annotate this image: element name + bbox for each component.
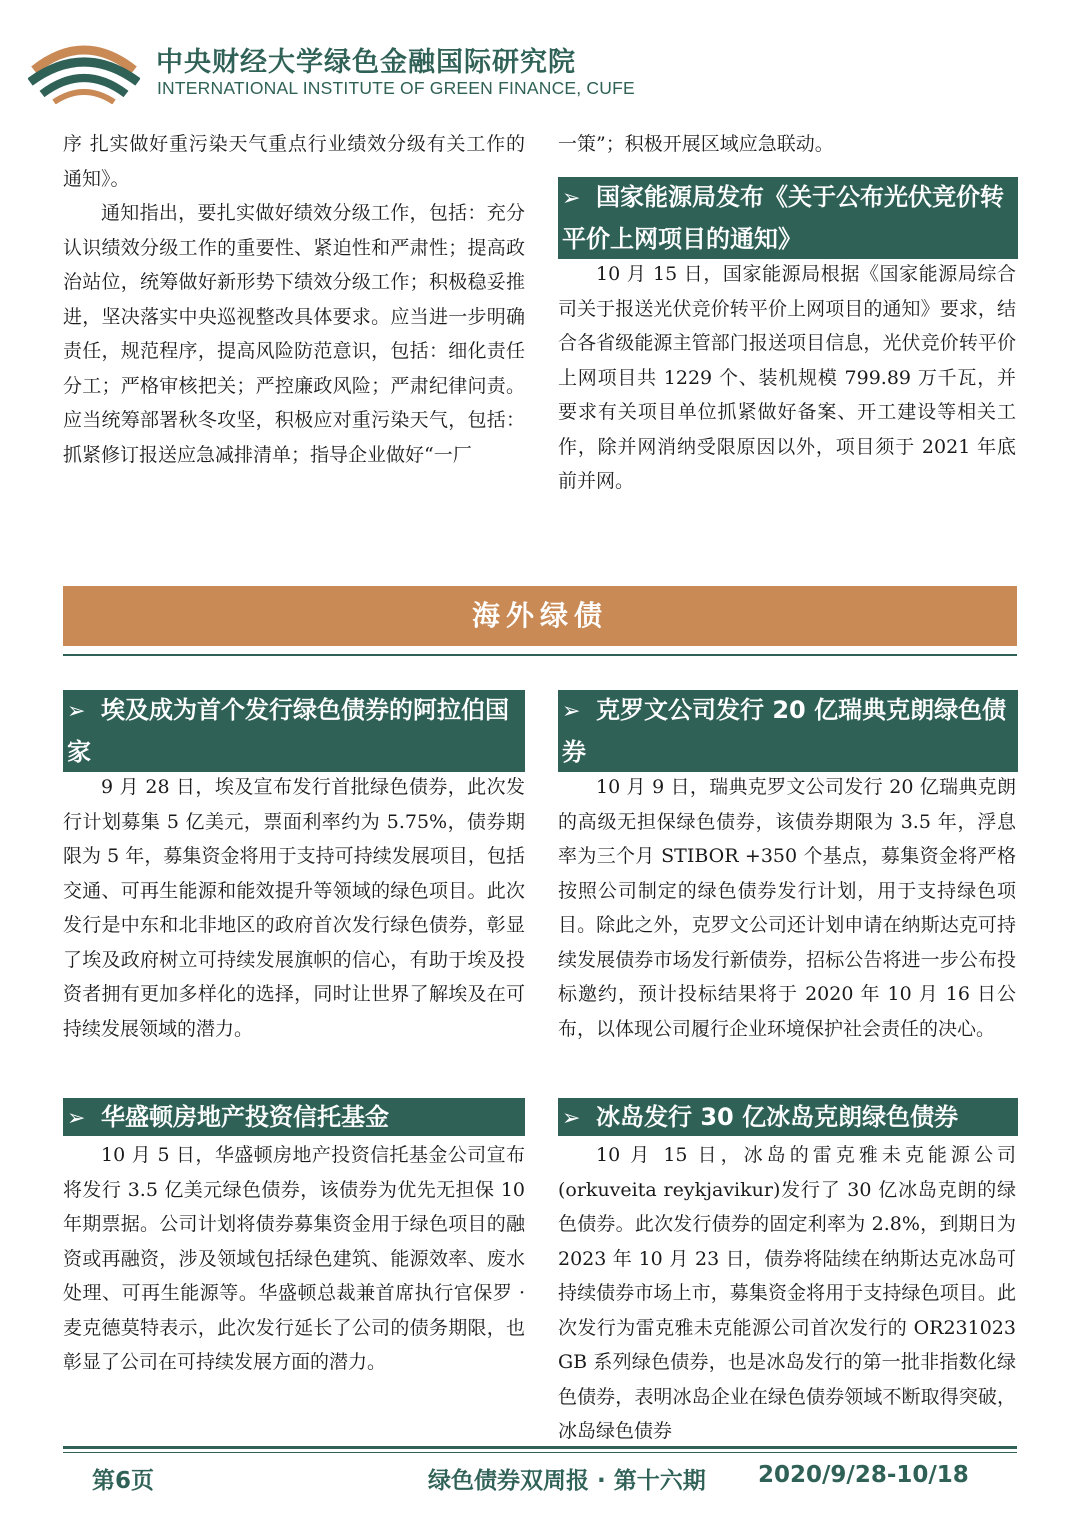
article-body — [63, 1138, 525, 1380]
institute-logo-icon — [28, 36, 140, 104]
article-heading — [63, 1098, 525, 1136]
paragraph: 一策”；积极开展区域应急联动。 — [558, 133, 834, 155]
chevron-right-icon: ➢ — [67, 1106, 86, 1131]
article-heading-text: 国家能源局发布《关于公布光伏竞价转平价上网项目的通知》 — [562, 183, 1004, 253]
chevron-right-icon: ➢ — [562, 699, 581, 724]
paragraph: 10 月 5 日，华盛顿房地产投资信托基金公司宣布将发行 3.5 亿美元绿色债券，该债券为优先无担保 10 年期票据。公司计划将债券募集资金用于绿色项目的融资或再融资，涉及领域包括绿色建筑、能源效率、废水处理、可再生能源等。华盛顿总裁兼首席执行官保罗 · 麦克德莫特表示，此次发行延长了公司的债务期限，也彰显了公司在可持续发展方面的潜力。 — [63, 1144, 525, 1373]
chevron-right-icon: ➢ — [67, 699, 86, 724]
article-heading — [558, 690, 1018, 772]
paragraph: 10 月 15 日，国家能源局根据《国家能源局综合司关于报送光伏竞价转平价上网项目的通知》要求，结合各省级能源主管部门报送项目信息，光伏竞价转平价上网项目共 1229 个、装机规模 799.89 万千瓦，并要求有关项目单位抓紧做好备案、开工建设等相关工作，除并网消纳受限原因以外，项目须于 2021 年底前并网。 — [558, 263, 1016, 492]
institute-name-cn: 中央财经大学绿色金融国际研究院 — [156, 47, 576, 78]
article-heading-text: 冰岛发行 30 亿冰岛克朗绿色债券 — [596, 1103, 959, 1131]
paragraph: 序 扎实做好重污染天气重点行业绩效分级有关工作的通知》。 — [63, 133, 525, 190]
article-heading — [558, 177, 1018, 259]
section-divider — [63, 654, 1017, 656]
institute-name-en: INTERNATIONAL INSTITUTE OF GREEN FINANCE, CUFE — [157, 78, 635, 98]
publication-title: 绿色债券双周报 · 第十六期 — [428, 1468, 706, 1494]
article-body — [63, 770, 525, 1046]
footer-rule — [63, 1452, 1017, 1453]
article-body — [558, 257, 1016, 499]
top-left-column — [63, 127, 525, 472]
footer-rule — [63, 1446, 1017, 1449]
paragraph: 通知指出，要扎实做好绩效分级工作，包括：充分认识绩效分级工作的重要性、紧迫性和严肃性；提高政治站位，统筹做好新形势下绩效分级工作；积极稳妥推进，坚决落实中央巡视整改具体要求。应当进一步明确责任，规范程序，提高风险防范意识，包括：细化责任分工；严格审核把关；严控廉政风险；严肃纪律问责。应当统筹部署秋冬攻坚，积极应对重污染天气，包括：抓紧修订报送应急减排清单；指导企业做好“一厂 — [63, 202, 525, 466]
paragraph: 9 月 28 日，埃及宣布发行首批绿色债券，此次发行计划募集 5 亿美元，票面利率约为 5.75%，债券期限为 5 年，募集资金将用于支持可持续发展项目，包括交通、可再生能源和能效提升等领域的绿色项目。此次发行是中东和北非地区的政府首次发行绿色债券，彰显了埃及政府树立可持续发展旗帜的信心，有助于埃及投资者拥有更加多样化的选择，同时让世界了解埃及在可持续发展领域的潜力。 — [63, 776, 525, 1040]
article-heading-text: 华盛顿房地产投资信托基金 — [101, 1103, 389, 1131]
article-heading — [63, 690, 525, 772]
section-banner: 海外绿债 — [63, 586, 1017, 646]
issue-date-range: 2020/9/28-10/18 — [758, 1462, 969, 1488]
article-heading-text: 埃及成为首个发行绿色债券的阿拉伯国家 — [67, 696, 509, 766]
top-right-column — [558, 127, 1016, 162]
article-body — [558, 1138, 1016, 1444]
chevron-right-icon: ➢ — [562, 1106, 581, 1131]
paragraph: 10 月 9 日，瑞典克罗文公司发行 20 亿瑞典克朗的高级无担保绿色债券，该债券期限为 3.5 年，浮息率为三个月 STIBOR +350 个基点，募集资金将严格按照公司制定的绿色债券发行计划，用于支持绿色项目。除此之外，克罗文公司还计划申请在纳斯达克可持续发展债券市场发行新债券，招标公告将进一步公布投标邀约，预计投标结果将于 2020 年 10 月 16 日公布，以体现公司履行企业环境保护社会责任的决心。 — [558, 776, 1016, 1040]
article-heading — [558, 1098, 1018, 1136]
article-heading-text: 克罗文公司发行 20 亿瑞典克朗绿色债券 — [562, 696, 1007, 766]
paragraph: 10 月 15 日，冰岛的雷克雅未克能源公司(orkuveita reykjavikur)发行了 30 亿冰岛克朗的绿色债券。此次发行债券的固定利率为 2.8%，到期日为 2023 年 10 月 23 日，债券将陆续在纳斯达克冰岛可持续债券市场上市，募集资金将用于支持绿色项目。此次发行为雷克雅未克能源公司首次发行的 OR231023 GB 系列绿色债券，也是冰岛发行的第一批非指数化绿色债券，表明冰岛企业在绿色债券领域不断取得突破，冰岛绿色债券 — [558, 1144, 1016, 1442]
page-number: 第6页 — [92, 1468, 155, 1494]
article-body — [558, 770, 1016, 1046]
chevron-right-icon: ➢ — [562, 186, 581, 211]
